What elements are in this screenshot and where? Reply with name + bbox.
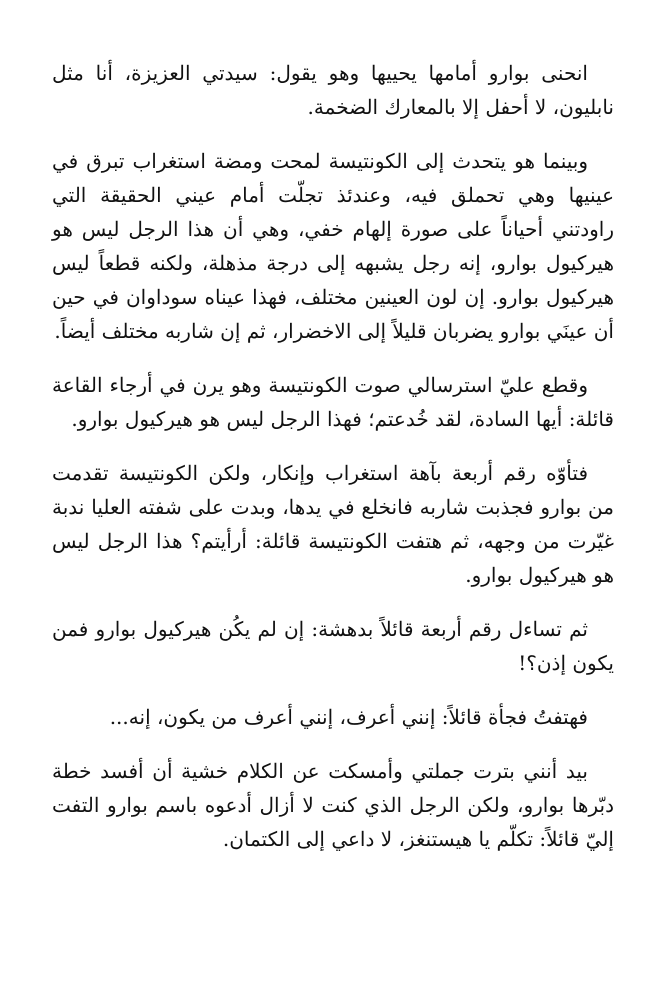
paragraph-3: وقطع عليّ استرسالي صوت الكونتيسة وهو يرن في أرجاء القاعة قائلة: أيها السادة، لقد خُدعتم؛ فهذا الرجل ليس هو هيركيول بوارو. xyxy=(52,373,614,431)
paragraph-1: انحنى بوارو أمامها يحييها وهو يقول: سيدتي العزيزة، أنا مثل نابليون، لا أحفل إلا بالمعارك الضخمة. xyxy=(52,61,614,119)
paragraph-2: وبينما هو يتحدث إلى الكونتيسة لمحت ومضة استغراب تبرق في عينيها وهي تحملق فيه، وعندئذ تجلّت أمام عيني الحقيقة التي راودتني أحياناً على صورة إلهام خفي، وهي أن هذا الرجل ليس هو هيركيول بوارو، إنه رجل يشبهه إلى درجة مذهلة، ولكنه قطعاً ليس هيركيول بوارو. إن لون العينين مختلف، فهذا عيناه سوداوان في حين أن عينَي بوارو يضربان قليلاً إلى الاخضرار، ثم إن شاربه مختلف أيضاً. xyxy=(52,149,614,343)
paragraph-7: بيد أنني بترت جملتي وأمسكت عن الكلام خشية أن أفسد خطة دبّرها بوارو، ولكن الرجل الذي كنت لا أزال أدعوه باسم بوارو التفت إليّ قائلاً: تكلّم يا هيستنغز، لا داعي إلى الكتمان. xyxy=(52,759,614,851)
paragraph-5: ثم تساءل رقم أربعة قائلاً بدهشة: إن لم يكُن هيركيول بوارو فمن يكون إذن؟! xyxy=(52,617,614,675)
paragraph-6: فهتفتُ فجأة قائلاً: إنني أعرف، إنني أعرف من يكون، إنه... xyxy=(109,705,588,729)
book-page xyxy=(52,56,614,876)
paragraph-4: فتأوّه رقم أربعة بآهة استغراب وإنكار، ولكن الكونتيسة تقدمت من بوارو فجذبت شاربه فانخلع في يدها، وبدت على شفته العليا ندبة غيّرت من وجهه، ثم هتفت الكونتيسة قائلة: أرأيتم؟ هذا الرجل ليس هو هيركيول بوارو. xyxy=(52,461,614,587)
